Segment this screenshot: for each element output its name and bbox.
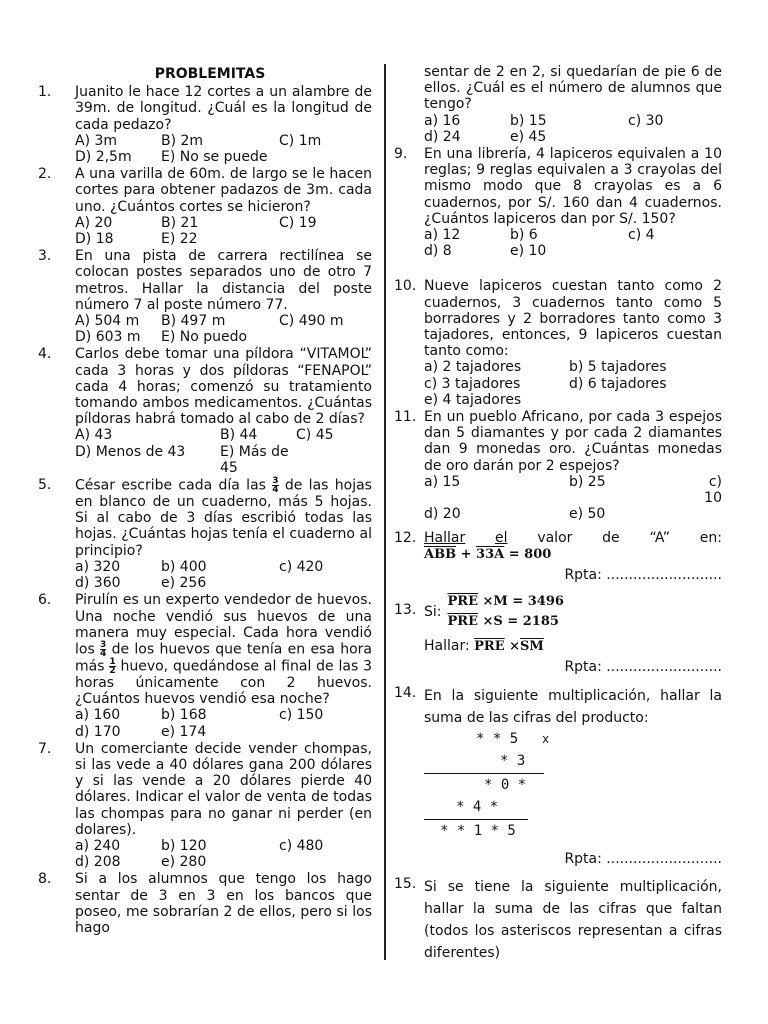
denominator: 2: [109, 665, 116, 676]
option: d) 208: [75, 854, 121, 871]
column-divider: [384, 64, 386, 960]
option: B) 21: [161, 214, 199, 231]
option: D) 18: [75, 231, 114, 248]
options: [424, 474, 722, 523]
option: E) No se puede: [161, 149, 268, 166]
option: c) 480: [279, 837, 324, 854]
question-part: huevo, quedándose al final de las 3 horas únicamente con 2 huevos. ¿Cuántos huevos vendió esa noche?: [75, 658, 373, 708]
option: D) Menos de 43: [75, 443, 186, 460]
option: E) Más de 45: [220, 443, 289, 476]
problem-number: 15.: [394, 875, 417, 892]
problem-8-continuation: [394, 64, 722, 145]
question-part: de los huevos que tenía en esa hora más: [75, 641, 372, 675]
option: d) 170: [75, 723, 121, 740]
question-text: sentar de 2 en 2, si quedarían de pie 6 de ellos. ¿Cuál es el número de alumnos que tengo?: [424, 64, 722, 113]
answer-line: Rpta: ..........................: [564, 850, 722, 867]
product: * * 1 * 5: [440, 822, 516, 839]
problem-number: 2.: [38, 166, 52, 183]
question-text: En la siguiente multiplicación, hallar la suma de las cifras del producto:: [424, 687, 722, 726]
option: d) 360: [75, 575, 121, 592]
multiplicand: * * 5: [476, 730, 519, 747]
question-text: En una librería, 4 lapiceros equivalen a 10 reglas; 9 reglas equivalen a 3 crayolas del mismo modo que 8 crayolas es a 6 cuadernos, por S/. 160 dan 4 cuadernos. ¿Cuántos lapiceros dan por S/. 150?: [424, 146, 722, 227]
option: d) 8: [424, 243, 452, 260]
problem-8: [38, 871, 372, 936]
eq-rest: ×S = 2185: [482, 614, 559, 630]
option: e) 4 tajadores: [424, 391, 522, 408]
option: b) 5 tajadores: [569, 359, 667, 376]
problem-number: 8.: [38, 871, 52, 888]
options: [75, 215, 372, 247]
option: a) 16: [424, 112, 461, 129]
word: valor: [537, 530, 573, 547]
numerator: 3: [272, 476, 279, 487]
denominator: 4: [100, 648, 107, 659]
question-text: Si a los alumnos que tengo los hago sentar de 3 en 3 en los bancos que poseo, me sobrarían 2 de ellos, pero si los hago: [75, 871, 372, 936]
option: d) 24: [424, 128, 461, 145]
problem-number: 11.: [394, 409, 417, 426]
option: A) 20: [75, 214, 113, 231]
option: C) 45: [296, 427, 334, 444]
question-part: Pirulín es un experto vendedor de huevos. Una noche vendió sus huevos de una manera muy especial. Cada hora vendió los: [75, 592, 372, 658]
question-text: En un pueblo Africano, por cada 3 espejos dan 5 diamantes y por cada 2 diamantes dan 9 monedas oro. ¿Cuántas monedas de oro darán por 2 espejos?: [424, 409, 722, 474]
eq-rest: ×M = 3496: [482, 594, 564, 610]
problem-13: [394, 592, 722, 683]
option: E) 22: [161, 231, 198, 248]
problem-number: 6.: [38, 592, 52, 609]
problem-14: [394, 685, 722, 875]
option: b) 6: [510, 227, 538, 244]
multiplication-diagram: [424, 729, 722, 847]
question-text: Si se tiene la siguiente multiplicación, hallar la suma de las cifras que faltan (todos los asteriscos representan a cifras diferentes): [424, 878, 722, 961]
options: [75, 838, 372, 870]
answer-line: Rpta: ..........................: [564, 566, 722, 583]
option: D) 603 m: [75, 329, 141, 346]
eq-op: ×: [509, 639, 521, 655]
problem-5: [38, 477, 372, 591]
problem-12: [394, 530, 722, 591]
eq-term: $\overline{PRE}$: [447, 614, 478, 630]
option: C) 19: [279, 214, 317, 231]
word: de: [602, 530, 620, 547]
options: [75, 133, 372, 165]
problem-9: [394, 146, 722, 259]
spacer: [394, 259, 722, 277]
eq-result: = 800: [508, 546, 552, 562]
option: c) 150: [279, 707, 324, 724]
answer-line: Rpta: ..........................: [564, 659, 722, 676]
option: c) 420: [279, 558, 324, 575]
option: B) 497 m: [161, 313, 226, 330]
option: E) No puedo: [161, 329, 248, 346]
option: d) 6 tajadores: [569, 375, 667, 392]
numerator: 3: [100, 639, 107, 650]
option: b) 15: [510, 112, 547, 129]
option: d) 20: [424, 506, 461, 523]
option: B) 2m: [161, 132, 204, 149]
problem-15: [394, 876, 722, 964]
eq-term: 33A: [476, 546, 505, 562]
options: [424, 359, 722, 408]
option: e) 174: [161, 723, 207, 740]
partial-product-1: * 0 *: [484, 776, 527, 793]
page-title: PROBLEMITAS: [154, 66, 266, 82]
partial-product-2: * 4 *: [456, 798, 499, 815]
times-sign: x: [542, 731, 550, 746]
problem-number: 13.: [394, 602, 417, 619]
right-column: [394, 64, 722, 964]
option: e) 280: [161, 854, 207, 871]
question-text: Nueve lapiceros cuestan tanto como 2 cuadernos, 3 cuadernos tanto como 5 borradores y 2 borradores tanto como 3 tajadores, entonces, 9 lapiceros cuestan tanto como:: [424, 278, 722, 360]
option: e) 45: [510, 128, 547, 145]
eq-term: $\overline{PRE}$: [474, 639, 505, 655]
option: e) 50: [569, 506, 606, 523]
problem-number: 3.: [38, 248, 52, 265]
si-label: Si:: [424, 603, 442, 620]
problem-6: [38, 592, 372, 739]
options: [75, 427, 372, 476]
word: el: [495, 530, 508, 547]
question-text: A una varilla de 60m. de largo se le hacen cortes para obtener padazos de 3m. cada uno. ¿Cuántos cortes se hicieron?: [75, 166, 372, 215]
option: b) 400: [161, 558, 207, 575]
problem-3: [38, 248, 372, 345]
option: a) 240: [75, 837, 121, 854]
options: [424, 227, 722, 259]
problem-number: 5.: [38, 477, 52, 494]
fraction: [109, 658, 115, 675]
hallar-label: Hallar:: [424, 638, 470, 655]
equation: [424, 547, 722, 563]
option: c) 4: [628, 227, 655, 244]
option: a) 15: [424, 473, 461, 490]
word: en:: [699, 530, 722, 547]
option: A) 43: [75, 427, 113, 444]
options: [75, 707, 372, 739]
equation-system: [448, 592, 564, 632]
multiplier: * 3: [500, 752, 526, 769]
problem-11: [394, 409, 722, 522]
problem-number: 14.: [394, 684, 417, 701]
problem-2: [38, 166, 372, 247]
eq-term: $\overline{PRE}$: [447, 594, 478, 610]
word: Hallar: [424, 530, 466, 547]
problem-number: 9.: [394, 146, 408, 163]
problem-7: [38, 741, 372, 871]
option: A) 504 m: [75, 313, 140, 330]
fraction: [272, 477, 278, 494]
option: c) 10: [704, 473, 722, 507]
numerator: 1: [109, 656, 116, 667]
question-text: Juanito le hace 12 cortes a un alambre de 39m. de longitud. ¿Cuál es la longitud de cada pedazo?: [75, 84, 372, 133]
question-text: Carlos debe tomar una píldora “VITAMOL” cada 3 horas y dos píldoras “FENAPOL” cada 4 horas; comenzó su tratamiento tomando ambos medicamentos. ¿Cuántas píldoras habrá tomado al cabo de 2 días?: [75, 346, 372, 428]
problem-1: [38, 84, 372, 165]
option: e) 256: [161, 575, 207, 592]
option: C) 490 m: [279, 313, 344, 330]
rule-line: [424, 773, 544, 775]
problem-4: [38, 346, 372, 476]
options: [424, 113, 722, 145]
eq-op: +: [460, 546, 472, 562]
options: [75, 559, 372, 591]
option: a) 2 tajadores: [424, 359, 522, 376]
options: [75, 313, 372, 345]
problem-number: 10.: [394, 278, 417, 295]
problem-number: 12.: [394, 530, 417, 547]
question-text: [75, 592, 372, 707]
option: c) 3 tajadores: [424, 375, 521, 392]
option: b) 120: [161, 837, 207, 854]
eq-term: $\overline{ABB}$: [424, 546, 457, 562]
option: b) 25: [569, 473, 606, 490]
option: e) 10: [510, 243, 547, 260]
option: a) 320: [75, 558, 121, 575]
problem-number: 4.: [38, 346, 52, 363]
problem-10: [394, 278, 722, 408]
question-text: Un comerciante decide vender chompas, si las vede a 40 dólares gana 200 dólares y si las vende a 20 dólares pierde 40 dólares. Indicar el valor de venta de todas las chompas para no ganar ni perder (en dolares).: [75, 740, 372, 838]
option: D) 2,5m: [75, 149, 132, 166]
question-text: [75, 477, 372, 559]
option: B) 44: [220, 427, 258, 444]
option: c) 30: [628, 112, 664, 129]
problem-number: 1.: [38, 84, 52, 101]
question-text: [424, 530, 722, 546]
option: a) 160: [75, 707, 121, 724]
denominator: 4: [272, 485, 279, 496]
eq-term: $\overline{SM}$: [520, 639, 544, 655]
option: b) 168: [161, 707, 207, 724]
question-part: César escribe cada día las: [75, 477, 266, 494]
rule-line: [424, 819, 528, 821]
word: “A”: [649, 530, 671, 547]
problem-number: 7.: [38, 740, 52, 757]
option: C) 1m: [279, 132, 322, 149]
option: A) 3m: [75, 132, 118, 149]
option: a) 12: [424, 227, 461, 244]
left-column: [38, 66, 372, 936]
question-text: En una pista de carrera rectilínea se colocan postes separados uno de otro 7 metros. Hallar la distancia del poste número 7 al poste número 77.: [75, 248, 372, 313]
fraction: [100, 641, 106, 658]
question-part: de las hojas en blanco de un cuaderno, más 5 hojas. Si al cabo de 3 días escribió todas las hojas. ¿Cuántas hojas tenía el cuaderno al principio?: [75, 477, 372, 559]
